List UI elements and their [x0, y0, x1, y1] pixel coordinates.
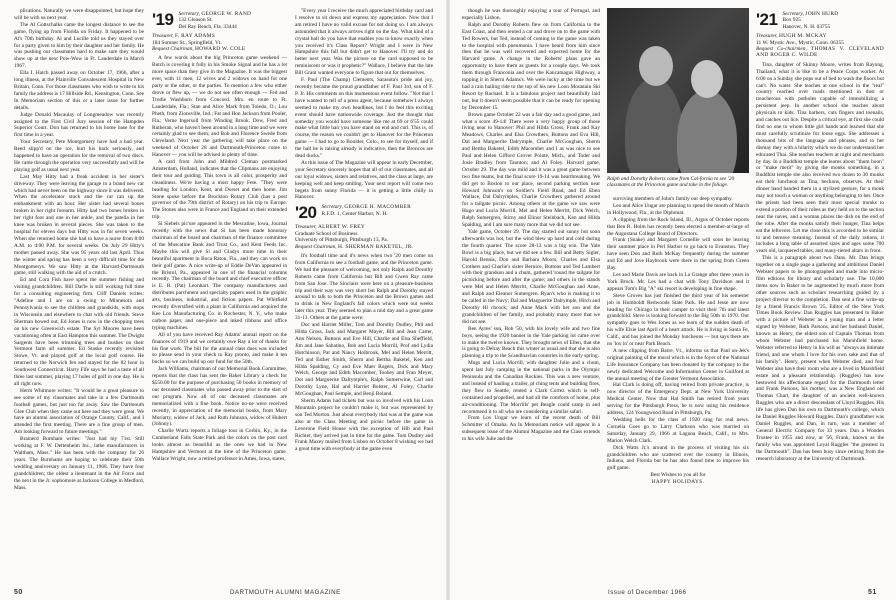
- class-1919-officers-more: [152, 33, 287, 52]
- paragraph: The Al Gottschalks came the longest distance to see the game, flying up from Florida on Friday. It happened to be Al's 70th birthday. Al and Lucille told us they stayed over for a party given to him by their daughter and her family. He was pushing our classmates hard to make sure they would show up at the next Pow-Wow in Ft. Lauderdale in March 1967.: [14, 21, 144, 70]
- class-year: '19: [152, 10, 174, 29]
- paragraph: Si Siebels pic'ure appeared in the Mescatine, Iowa, Journal recently with the news that Si has been made honorary chairman of the board and chairman of the finance committee of the Muscatine Bank and Trust Co., and Kent Feeds Inc. Maybe this will give Si and Gladys more time in their beautiful apartment in Boca Raton, Fla., and they can work on their golf game. A nice write-up of Eddie DeVan appeared in the Bristol, Pa., appeared in one of the financial columns recently. The chairman of the board and chief executive officer is E. R. (Pat) Leonhart. The company manufactures and distributes parchment and specialty papers used in the graphic arts, business, industrial, and fiction papers. Pat Whitfield recently diversified with a plant in California and acquired the Kee Lox Manufacturing Co. in Rochester, N. Y., who make carbon paper, and one-piece and inked ribbons and office typing machines.: [152, 221, 287, 331]
- photo-face-man: [639, 46, 673, 86]
- treasurer-name: ALBERT W. FREY: [317, 224, 366, 231]
- secretary-address: Del Ray Beach, Fla. 33444: [178, 23, 237, 30]
- paragraph: Dick Watts Jr.'s around in the process of visiting his six grandchildren who are scattered over the country in Illinois, Indiana, and Florida but he has also found time to improve his golf game.: [607, 444, 749, 472]
- paragraph: As this issue of The Magazine will appear in early December, your Secretary sincerely hopes that all of our classmates, and all our loyal widows, sisters and relatives, and the class at large, are keeping well and keep smiling. Your next report will come two begets from sunny Florida — it is getting a little chilly in Hanover.: [295, 159, 433, 201]
- bequest-name: THOMAS V. CLEVELAND AND ROGER C. WILDE: [756, 46, 884, 59]
- treasurer-role: Treasurer,: [756, 33, 778, 40]
- class-year: '21: [756, 10, 778, 29]
- paragraph: Sherm Adams had tickets but was so involved with his Loon Mountain project he couldn't make it, but was represented by son Ted Morton. Just about everybody that was at the game was also at the Class Meeting and picnic before the game in Leverone Field House with the exception of Hib and Paul Richter, they arrived just in time for the game. Tom Dudley and Frank Maxey mailed from Lisbon on October 8 wishing we had a great time with everybody at the game even: [295, 398, 433, 453]
- paragraph: Ralph and Dorothy Roberts flew on from California to the East Coast, and then rented a car and drove on to the game with Ted Rowers, but Ted, instead of coming to the game was taken to the hospital with pneumonia. I have heard from him since then that he was well recovered and expected home for the Harvard game. A change in the Roberts' plans gave an opportunity to have them as guests for a couple days. We took them through Franconia and over the Kancamagus Highway, a topping it in Sherm Adams's. We were lucky at the time but we had a rain hailing ride to the top of his new Loon Mountain Ski Resort by Rachael. It is a fabulous project and beautifully laid out, but it doesn't seem possible that it can be ready for opening by December 15.: [462, 21, 600, 111]
- paragraph: Tina, daughter of Skinny Moore, writes from Rayong, Thailand, what it is like to be a Peace Corps worker. At 6:00 on a Sunday she pops out of bed to wash the floors but can't. No water. She teaches at one school in the "real" country reached over roads mentioned in dust or treacherous with potholes capable of immobilizing a persistent jeep. In another school she teaches about physicals to kids. Tina barbers, cuts fingers and toenails, and catches out lice. Despite a critical eye, at first she could find no one to whom little girl hands and learned that she must carefully scrutinize for loose eggs. She addresses a thousand bits of the language and phrases, and to her dismay they with a hilarity which we do not understand her educated Thai. She teaches teachers at night and merchants by day. In a Buddhist temple she learns about "thum boon" or "make merit" by giving the monks something, in a Buddhist temple she also received two dozen to 30 monks eat their luncheon as Tina, beckons, observes. At their dinner hand handed them in a stylized gesture, for a monk may not touch a woman or anything belonging to her. Once the priests had been seen their most special monks to extend a portion of their robes as they held on to the section near the naves, and a woman places the dish on the end of the robe. After the monks satisfy their hunger, Tina helps eat the leftovers. Let me close this is accorded to be similar to and bereave meaning. Instead of the daily rations, it includes a long table of assorted sizes and ages some 700 years old, lacquered tables, and many-tiered altars in front.: [756, 61, 884, 255]
- photo-figure-woman: [677, 90, 737, 173]
- right-col-3: [756, 8, 884, 583]
- paragraph: This is a paragraph about two Dans. Mr. Dan brings together on a single page a gathering and ambitious Daniel Webster papers to be photographed and made into micro-film editions for library and scholarly use. The 10,000 items now in Baker to be augmented by much more from other sources such as scholars researching guided by a project director to the completion. Dan sent a fine write-up by a friend Francis Brown '25, Editor of the New York Times Book Review. Dan Ruggles has presented to Baker with a picture of Webster as a young man and a letter signed by Webster, Ruth Parsons, and her husband Daniel, known as Henry, the eldest son of Captain Thomas from whom Webster had purchased his Marshfield home. Webster referred to Henry in his will as "always an intimate friend, and one whom I love for his own sake and that of his family". Henry, present when Webster died, and four Webster also have their room who are a lived in Marshfield estate and a pleasant relationship. (Ruggles) has now bestowed his affectionate regard for the Dartmouth letter and Frank Parsons, his mother, was a New England old Thomas Chart, the daughter of an ancient well-known Ruggles who are a direct descendant of Lloyd Ruggles. His life has given Dan his own to Dartmouth's college, which he Daniel Ruggles Howard Ruggles. Dan's grandfather was Daniel Ruggles, and Dan, in turn, was a member of General Electric Company for 33 years. Dan a Wooden Trustee in 1955 and now, at '56, Frank, known as the family who was appointed Loyal Ruggles "the greatest in the Dartmouth". Dan has been busy since retiring from the research laboratory at the University of Dartmouth.: [756, 255, 884, 462]
- paragraph: Yale game, October 29. The day started out sunny but soon afterwards was hot, but the wind blew up hard and cold during the fourth quarter. The score 28-13 was a big win. The Yale Bowl is a big place, but we did see a few. Bill and Betty Sigler, Harold Bennis, Don and Barbara Moors, Charles and Elsa Crothers and Charlie's sister Bernice, Buttons and Ted Lambert with their grandson and a chum, gathered 'round the tailgate for picnicking before and after the game; and others in the stands were Mel and Helen Merritt, Charlie McGoughan and Anne, and Ralph and Eleanor Sumergren. Ryan's who is making it to be called in the Navy; Dal and Marguerite Dalrymple, Hitch and Dorothy Hi chcock; and Anne Mack with her son and the grandchildren of her family, and probably many more that we did not see.: [462, 229, 600, 325]
- bequest-name: H. SHERMAN BAKETEL, JR.: [337, 243, 414, 250]
- paragraph: All of you have received Ray Adams' annual report on the finances of 1919 and we certainly owe Ray a lot of thanks for his fine work. The bill for the annual class dues was included so please send in your check to Ray pronto, and make it ten bucks so we can build up our fund for the 50th.: [152, 331, 287, 366]
- paragraph: Jack Williams, chairman of our Memorial Book Committee, reports that the class has sent the Baker Library a check for $550.00 for the purpose of purchasing 50 books in memory of our deceased classmates who passed away prior to the start of our program. Now all of our deceased classmates are memorialized with a fine book. Notice no-ne were received recently, in appreciation of the memorial books, from Mary Moriarty, widow of Jack, and Ruth Johnson, widow of Hubert (Johnny).: [152, 366, 287, 428]
- paragraph: Ed and Cora Fish have spent the summer fishing and visiting grandchildren. Bill Dat'le is still working full time for a consulting engineering firm. Cliff Daniels writes: "Adeline and I are on a swing to Minnesota and Pennsylvania to see the children and grandkids, with stops in Wisconsin and elsewhere to chat with old friends. Steve Sherman bowed out, Ed Jones is now in the chopping trees on his new Greenwich estate. The Syl Moores have been vacationing often at East Hampton this summer. The Dwight Sargents have been trimming trees and bushes on their Vermont farm all summer. Ed Staske recently revisited Stowe, Vt. and played golf at the local golf course. He returned to the Norwich fen and stayed for the 82 hour in Southwest Connecticut. Harry Fife says he had a taste of all three last summer, playing 17 holes of golf in one day. He is all right now.: [14, 277, 144, 387]
- issue-date: Issue of December 1966: [608, 589, 687, 596]
- treasurer-name: F. RAY ADAMS: [174, 33, 216, 40]
- left-col-3: [295, 8, 433, 583]
- bequest-role: Bequest Chairman,: [152, 46, 194, 53]
- class-1919-header: [152, 11, 287, 30]
- secretary-address: R.F.D. 1, Center Harbor, N. H.: [321, 210, 388, 217]
- treasurer-role: Treasurer,: [152, 33, 174, 40]
- paragraph: surviving members of John's family our deep sympathy.: [613, 196, 733, 202]
- paragraph: Les and Marie Davis are back in La Grange after three years in York Brock. Mr. Les had a chat with Tony Davidson and it appears Tom's Big "A" ski resort is developing in fine shape.: [607, 271, 749, 292]
- paragraph: "Every year I receive the much appreciated birthday card and I resolve to sit down and express my appreciation. Now that I am retired I have no valid excuse for not doing so. I am always astounded that it always arrives right on the day. What kind of a crystal ball do you have that enables you to know exactly when you received it's Class Report? Wright and I were in New Hampshire this fall but didn't get to Hanover. I'll try and do better next year. Was the picture on the card supposed to be reminiscent or was it prophetic?" Wallace, I believe that the late Bill Grant wanted everyone to figure that out for themselves.: [295, 8, 433, 77]
- secretary-role: Secretary,: [782, 11, 804, 17]
- class-officers: [178, 11, 251, 30]
- paragraph: Brown game October 22 was a fair day and a good game, and what a score 49-14! There were a very happy group of those living near to Hanover: Phil and Hilda Gross, Frank and Kay Meadows, Charles and Elsa Crowthers, Buttons and Eva Hill, Dal and Marguerite Dalrymple, Charlie McGoughan, Sherm and Bertha Baketel, Edith Macomber and I as was nice to see Paul and Helen Gifford Grover Pointe, Mich., and Toder and Josie Bradley from Taunton; and Al Foley. Harvard game, October 29. The day was mild and it was a great game between two fine teams, but the final score 19-14 was heartbreaking. We did get to Boston to our place, second parking section near Howard Johnson's on Soldier's Field Road, and Ed Eben Wallace, Dal Dalrymples, Charlie Crowthers gathered around for a tailgate picnic. Among others at the game we saw were Hugo and Lucia Morrill, Mel and Helen Merritt, Dick Welch, Ralph Sumergren, Stirny and Elinor Steinbach, Ken and Hilda Spalding, and I am sure many more that we did not see.: [462, 111, 600, 229]
- right-col-1: [462, 8, 600, 583]
- class-officers: [782, 11, 838, 30]
- secretary-role: Secretary,: [321, 204, 343, 211]
- secretary-name: JOHN HURD: [805, 11, 839, 17]
- paragraph: A few words about the big Princeton game weekend — Butch is covering it fully in his Smoke Signal and he has a lot more space than they give in the Magazine. It was the biggest ever, with 11 men, 12 wives and 2 widows on hand for one party or the other, or the parties. To mention a few who either drove or flew up, — we do not see often enough — Fed and Trudie Washburn from Concord. Mrs. en route to Ft. Lauderdale, Fla.; Stan and Alice Mark from Toledo, O.; Lou Pheth, from Zionsville, Ind.; Fat and Hon Jackson from Pooler, Fla.; Verne Ingersoll from Winding Brook. Dow, Fred and Rutheran, who haven't been around in a long time and we were certainly glad to see them; and Bob and Florence Swede from Cleveland. Next year the gathering will take place on the weekend of October 28 and Dartmouth-Princeton come to Hanover — you will be advised in plenty of time.: [152, 55, 287, 159]
- secretary-role: Secretary,: [178, 11, 200, 17]
- paragraph: plications. Naturally we were disappointed, but hope they will be with us next year.: [14, 8, 144, 21]
- paragraph: Last May Hitty had a freak accident in her sister's driveway. They were leaving the garage in a brand new car which had never been on the highway since it was delivered. When the accelerator stuck and the car ran up the embankment with an hour. Her sister had several bones broken in her right forearm. Hitty had two bones broken in her right foot and one in her ankle, and the patella in her knee was broken in several pieces. She was taken to the hospital for eleven days but Hitty was in for seven weeks. When she returned home she had to have a nurse from 8:00 A.M. to 4:00 P.M. for several weeks. On July 29 Hitty's mother passed away. She was 95 years old last April. Thus the winter and spring has been a very difficult time for the Montgomerys. We saw Hitty at the Harvard-Dartmouth game, still walking with the aid of a crutch.: [14, 173, 144, 277]
- paragraph: Ella I. Hatch passed away on October 17, 1966, after a long illness, at the Plainville Convalescent Hospital in New Britain, Conn. For those classmates who wish to write to his family the address is 17 Hillside Rd., Kensington, Conn. See In Memoriam section of this or a later issue for further details.: [14, 70, 144, 111]
- photo-figure-man: [625, 78, 683, 173]
- right-footer: [868, 589, 877, 596]
- paragraph: Your Secretary, Pete Montgomery have had a bad year. Reed slipp'd on the ice, hurt his back seriously, and happened to have an operation for the removal of two discs. He came through the operation very successfully and will be playing golf as usual next year.: [14, 139, 144, 173]
- paragraph: Ben Ayres' son, Bob '50, with his lovely wife and two fine boys, seeing the 1920 banner in the Yale parking lot came over to make the twelve known. They brought news of Ellen, that she is going to Delray Beach this winter as usual and that she is also planning a trip to the Scandinavian countries in the early spring.: [462, 325, 600, 360]
- paragraph: A new clipping from Barre, Vt., informs us that Paul on-Jek's original painting of the mural which is in the foyer of the National Life Insurance Company has been donated by the company to the newly dedicated Welcome and Information Center in Guilford at the annual meeting of the Greater Vermont Association.: [607, 347, 749, 382]
- closing-line: HAPPY HOLIDAYS.: [651, 479, 705, 486]
- treasurer-name: HUGH M. MCKAY: [778, 33, 827, 40]
- class-1921-officers-more: [756, 33, 884, 59]
- treasurer-address: Graduate School of Business: [295, 230, 358, 237]
- class-year: '20: [295, 203, 317, 223]
- paragraph: Herm Whitmore writes: "It would be a great pleasure to see some of my classmates and take in a few Dartmouth football games, but just too far away. Saw the Dartmouth Glee Club when they came out here and they were great. We have an alumni association of Orange County, Calif., and I attended the first meeting. There are a fine group of men. Am looking forward to future meetings.": [14, 387, 144, 436]
- class-1921-header: [756, 11, 884, 30]
- paragraph: A clipping from the Rock Island, Ill., Argus of October reports that Ben R. Holm has recently been elected a member-at-large of the Augustana College Board of Directors.: [607, 216, 749, 237]
- paragraph: Doc and Harriet Miller, Tom and Dorothy Dudley, Phil and Hilda Gross, Jack and Margaret Mayer, Bill and Jean Carter, Ann Nelson, Buttons and Eve Hill, Charlie and Elsa Sheffield, Jim and Jane Sabatino, Bob and Lucia Morrill, Prof and Lydia Hutchinson, Pat and Nancy Holbrook, Mel and Helen Merritt, Ted and Esther Smith, Sherm and Bertha Baketel, Ken and Hilda Spalding, Cy and Eve Maer Rogers, Dick and Mary Welch, George and Edith Macomber, Toohey and Fran Meyer, Dot and Marguerite Dalrymple's, Ralph Sumerwine, Carl and Dorothy Lyne, Hal and Harriet Bolster, Al Foley, Charlie McGoughan, Paul Semple, and Benji Boland.: [295, 322, 433, 398]
- paragraph: It's football time and it's news when two '20 men come on from California to see a football game, and the Princeton game. We had the pleasure of welcoming, not only Ralph and Dorothy Roberts came from California but Bill and Gwen Ray came from San Jose. The Sinclairs were here on a pleasure-business trip and their way was very short but Ralph and Dorothy stayed around to talk to both the Princeton and the Brown games and to drink in New England's fall colors which were out weeks later this year. They seemed to plan a mid day and a great game 31-13. Others at the game were:: [295, 253, 433, 322]
- paragraph: Wedding bells for the class of 1920 rang for real news. Cornelia Goes go to Larry Clarkson who was married on Saturday, January 29, 1966 at Laguna Beach, Calif., to Mrs. Marion Welch Clark.: [607, 417, 749, 444]
- page-number: 50: [14, 589, 23, 596]
- paragraph: Frank (Snake) and Margaret Cornellie will soon be leaving their summer place in Perl Harbor to go back to Evanston. They have seen Don and Ruth McKay frequently during the summer and Ed and Jove Haybrook were there in the spring from Green Bay.: [607, 237, 749, 272]
- paragraph: A card from John and Mildred Cleman postmarked Amsterdam, Holland, indicates that the Clipmans are enjoying their tour and guiding. This town is all color, prosperity and cleanliness. We're having a most happy Fete. "They were heading for London, Kent, and Dorset and then home. Jim Stone spoke before the Brockton Rotary Club (has a post governor of the 79th district of Rotary) on his trip to Europe. The Stones also were in France and England on their extended trip.: [152, 159, 287, 221]
- paragraph: Charlie Wurtz reports a foliage tour in Corbin, Ky., in the Cumberland Falls State Park and the colors on the post card looks almost as beautiful as the ones we had in New Hampshire and Vermont at the time of the Princeton game. Wallace Wright, now a retired professor in Ames, Iowa, states,: [152, 428, 287, 462]
- paragraph: Steve Groves has just finished the third year of his semester job in Humboldt Redwoods State Park. He and Jesse are now heading for Chicago in their camper to visit their 7th and latest grandchild. Steve is looking forward to the Big 50th in 1970. Our sympathy goes to Wes Jones as we learn of the sudden death of his wife Elsie last April of a heart attack. He is living in Santa Fe, Calif., and has joined the Monday luncheons — but says there are no 'lox in' or near Park Beach.: [607, 292, 749, 348]
- treasurer-address: University of Pittsburgh, Pittsburgh 13, Pa.: [295, 237, 388, 244]
- bequest-role: Bequest Chairman,: [295, 243, 337, 250]
- right-col-2: [607, 196, 749, 581]
- photo-face-woman: [691, 60, 723, 98]
- class-1920-officers-more: [295, 224, 433, 250]
- paragraph: Mugs and Lucia Morrill, with daughter Julie and a chum, spent last July camping in the national parks in the Olympic Peninsula and the Canadian Rockies. This was a new venture, and instead of hauling a trailer, pl ching tents and building fires, they flew to Seattle, rented a Clark Cortez which is self-contained and propelled, and had all the comforts of home, plus air-conditioning. The Morrills' pet Beagle could camp in and recommend it to all who are considering a similar safari.: [462, 360, 600, 415]
- paragraph: Brainerd Burnham writes: "Just had my 71st. Still working at F. W. Dettenheim Inc., lathe manufacturers in Waltham, Mass." He has been with the company for 26 years. The Burnhams are hoping to celebrate their 50th wedding anniversary on January 11, 1968. They have four grandchildren; the oldest a lieutenant in the Air Force and the next in the Jr. sophomore at Jackson College in Medford, Mass.: [14, 436, 144, 491]
- secretary-name: GEORGE W. RAND: [201, 11, 252, 17]
- paragraph: Judge Donald Macaulay of Longmeadow was recently assigned to the First Civil Jury session of the Hampden Superior Court. Don has returned to his home base for the first time in a year.: [14, 111, 144, 139]
- secretary-address: 132 Gleason St.: [178, 17, 213, 24]
- bequest-name: HOWARD W. COLE: [194, 46, 246, 53]
- magazine-title: DARTMOUTH ALUMNI MAGAZINE: [230, 589, 341, 596]
- left-col-1: [14, 8, 144, 583]
- treasurer-address: 184 Sumner St., Springfield, Vt.: [152, 39, 222, 46]
- photo-caption: Ralph and Dorothy Roberts came from Cal-fornia to see '20 classmates at the Princeton game and take in the foliage.: [607, 176, 735, 189]
- treasurer-role: Treasurer,: [295, 224, 317, 231]
- page-number: 51: [868, 589, 877, 596]
- bequest-role: Bequest Co-chairmen,: [756, 46, 807, 53]
- treasurer-address: 11 W. Mystic Ave., Mystic, Conn. 06355: [756, 39, 844, 46]
- paragraph: F. Paul (The Champ) Clements, Sarasota's pride and joy, recently became the proud grandfather of F. Paul 3rd, son of F. P. Jr. His comments on this momentous event follow. "Not that I have wanted to tell of a press agent, because somehow I always seemed to make my own headlines, but I do feel this exciting event should have nationwide coverage. Just the thought that someday you would have someone like me at 69 or 6'55 could make what little hair you have stand on end and curl. This is, of course, the reason we couldn't get to Hanover for the Princeton game — I had to go to Boulder, Colo., to see for myself, and if the ball he is raising already is indicative, then the Broncos are dead ducks.": [295, 77, 433, 160]
- secretary-address: Hanover, N. H. 03755: [782, 23, 831, 30]
- class-1920-header: [295, 204, 433, 221]
- paragraph: From Los Ungar we learn of the recent death of Bill Schmitter of Omaha. An In Memoriam notice will appear in a subsequent issue of the Alumni Magazine and the Class extends to his wife Julie and the: [462, 415, 600, 443]
- secretary-address: Box 925: [782, 17, 801, 24]
- paragraph: Leo and Alice Ungar are planning to spend the month of March in Hollywood, Fla., at the Diplomat.: [607, 202, 749, 216]
- roberts-photo: [607, 8, 749, 173]
- closing-line: Best Wishes to you all for: [650, 472, 706, 479]
- class-officers: [321, 204, 411, 217]
- paragraph: Hal Clark is doing off, having retired from private practice, is now director of the Emergency Dept. at New York University Medical Center. Now that Hal Smith has retired from years serving for the Pittsburgh Press, he is now using his residence address, 124 Youngwood Road in Pittsburgh, Pa.: [607, 382, 749, 417]
- paragraph: though he was thoroughly enjoying a tour of Portugal, and especially Lisbon.: [462, 8, 600, 21]
- left-col-2: [152, 8, 287, 583]
- left-footer: [14, 589, 23, 596]
- secretary-name: GEORGE H. MACOMBER: [344, 204, 411, 211]
